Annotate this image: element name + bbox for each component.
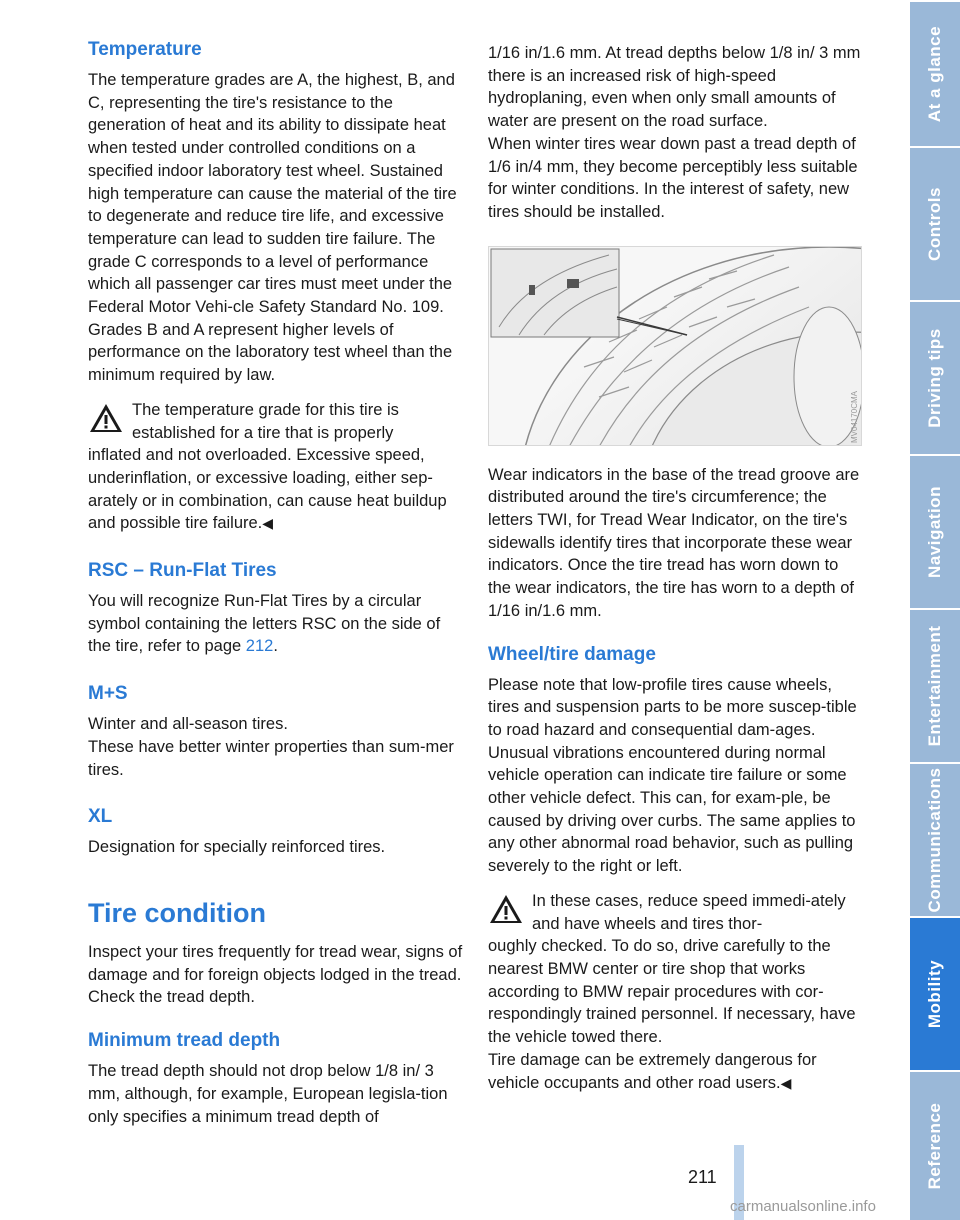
left-column: [88, 38, 466, 1128]
tab-at-a-glance[interactable]: At a glance: [910, 0, 960, 146]
xl-heading: XL: [88, 806, 113, 828]
ms-line-1: Winter and all-season tires.: [88, 715, 288, 734]
damage-warning-note: [488, 890, 863, 1094]
tire-condition-heading: Tire condition: [88, 897, 267, 928]
tab-reference[interactable]: Reference: [910, 1070, 960, 1220]
tread-continue-1: 1/16 in/1.6 mm. At tread depths below 1/8 in/ 3 mm there is an increased risk of high-speed hydroplaning, even when only small amounts of water are present on the road surface.: [488, 44, 861, 131]
warning-triangle-icon: [488, 893, 524, 925]
warning-triangle-icon: [88, 402, 124, 434]
tab-driving-tips[interactable]: Driving tips: [910, 300, 960, 454]
damage-note-indented: In these cases, reduce speed immedi-ately and have wheels and tires thor-: [532, 891, 846, 933]
rsc-period: .: [273, 637, 278, 656]
ms-line-2: These have better winter properties than sum-mer tires.: [88, 737, 454, 779]
right-column: [488, 42, 863, 1094]
rsc-paragraph: [88, 590, 466, 658]
damage-note-rest: oughly checked. To do so, drive carefully to the nearest BMW center or tire shop that works according to BMW repair procedures with cor-respondingly trained personnel. If necessary, have the vehicle towed there.: [488, 937, 856, 1047]
tab-communications[interactable]: Communications: [910, 762, 960, 916]
damage-text-2: Unusual vibrations encountered during normal vehicle operation can indicate tire failure or some other vehicle defect. This can, for exam-ple, be caused by driving over curbs. The same applies to any other abnormal road behavior, such as pulling severely to the right or left.: [488, 743, 856, 876]
page-212-link[interactable]: 212: [245, 637, 274, 656]
footer-watermark: carmanualsonline.info: [730, 1198, 876, 1215]
tire-condition-text: Inspect your tires frequently for tread wear, signs of damage and for foreign objects lodged in the tread. Check the tread depth.: [88, 942, 463, 1007]
ms-heading: M+S: [88, 683, 128, 705]
rsc-text: You will recognize Run-Flat Tires by a circular symbol containing the letters RSC on the side of the tire, refer to page: [88, 592, 441, 656]
page-number: 211: [688, 1167, 717, 1187]
tab-controls[interactable]: Controls: [910, 146, 960, 300]
wear-indicator-text: Wear indicators in the base of the tread groove are distributed around the tire's circumference; the letters TWI, for Tread Wear Indicator, on the tire's sidewalls identify tires that incorporate these wear indicators. Once the tire tread has worn down to the wear indicators, the tire has worn to a depth of 1/16 in/1.6 mm.: [488, 465, 860, 620]
temperature-text: The temperature grades are A, the highest, B, and C, representing the tire's resistance to the generation of heat and its ability to dissipate heat when tested under controlled conditions on a specified indoor laboratory test wheel. Sustained high temperature can cause the material of the tire to degenerate and reduce tire life, and excessive temperature can lead to sudden tire failure. The grade C corresponds to a level of performance which all passenger car tires must meet under the Federal Motor Vehi-cle Safety Standard No. 109. Grades B and A represent higher levels of performance on the laboratory test wheel than the minimum required by law.: [88, 71, 457, 385]
temperature-note-indented: The temperature grade for this tire is established for a tire that is properly: [132, 400, 399, 442]
tab-entertainment[interactable]: Entertainment: [910, 608, 960, 762]
wheel-tire-damage-heading: Wheel/tire damage: [488, 643, 656, 665]
xl-text: Designation for specially reinforced tires.: [88, 838, 386, 857]
minimum-tread-text: The tread depth should not drop below 1/8 in/ 3 mm, although, for example, European legisla-tion only specifies a minimum tread depth of: [88, 1062, 448, 1126]
tab-mobility[interactable]: Mobility: [910, 916, 960, 1070]
temperature-note-rest: inflated and not overloaded. Excessive speed, underinflation, or excessive loading, either sep-arately or in combination, can cause heat buildup and possible tire failure.: [88, 446, 447, 533]
end-mark: ◀: [780, 1074, 792, 1091]
image-code: MV04170CMA: [850, 390, 859, 443]
damage-text-3: Tire damage can be extremely dangerous for vehicle occupants and other road users.: [488, 1050, 817, 1092]
temperature-warning-note: [88, 399, 466, 535]
chapter-tabs: [910, 0, 960, 1220]
tab-navigation[interactable]: Navigation: [910, 454, 960, 608]
rsc-heading: RSC – Run-Flat Tires: [88, 560, 277, 582]
tire-wear-indicator-illustration: [488, 246, 862, 446]
end-mark: ◀: [262, 515, 274, 532]
tread-continue-2: When winter tires wear down past a tread depth of 1/6 in/4 mm, they become perceptibly less suitable for winter conditions. In the interest of safety, new tires should be installed.: [488, 134, 858, 221]
temperature-heading: Temperature: [88, 39, 202, 60]
minimum-tread-heading: Minimum tread depth: [88, 1030, 281, 1052]
damage-text-1: Please note that low-profile tires cause wheels, tires and suspension parts to be more suscep-tible to road hazard and consequential dam-ages.: [488, 675, 857, 739]
